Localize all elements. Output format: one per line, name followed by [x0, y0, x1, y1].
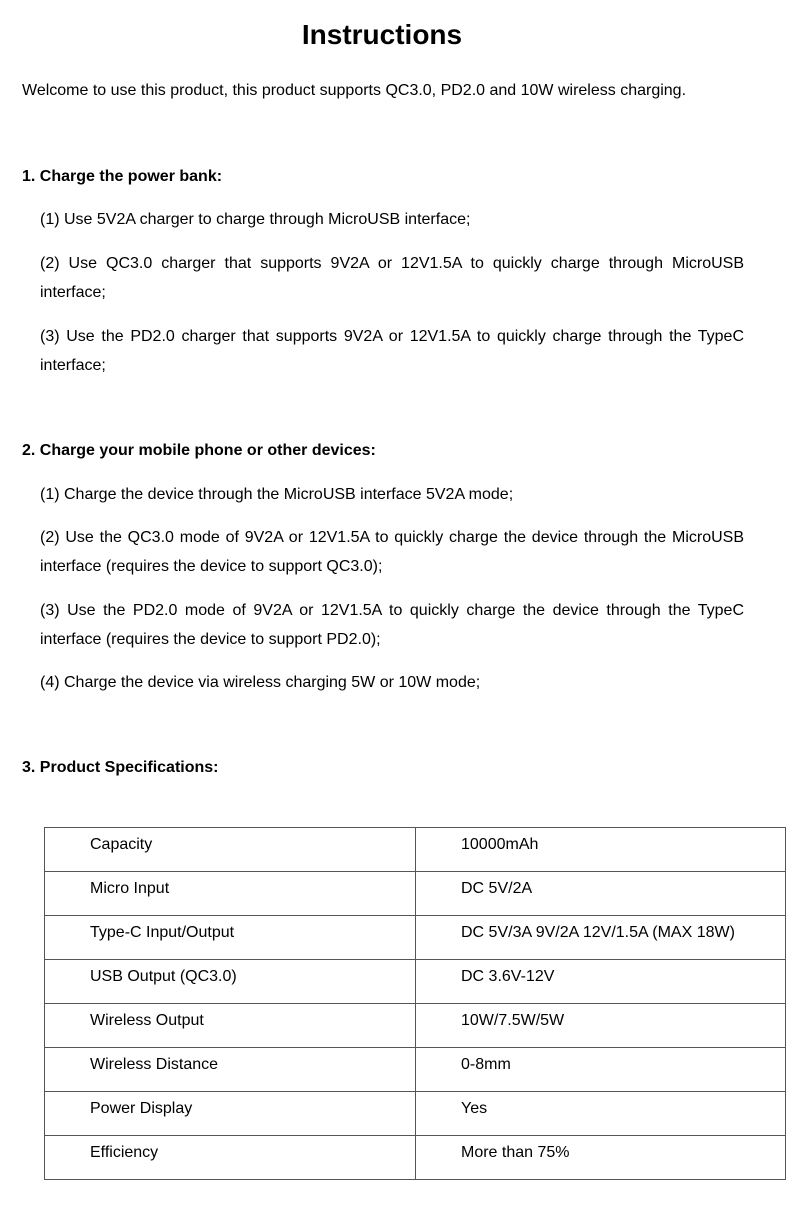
spec-label-cell — [45, 872, 416, 916]
spec-label: Type-C Input/Output — [90, 924, 235, 941]
instruction-item: (1) Use 5V2A charger to charge through MicroUSB interface; — [40, 211, 471, 228]
table-row — [45, 828, 786, 872]
spec-value: DC 3.6V-12V — [461, 968, 555, 985]
table-row — [45, 960, 786, 1004]
spec-label-cell — [45, 1136, 416, 1180]
instruction-item: (3) Use the PD2.0 charger that supports 9V2A or 12V1.5A to quickly charge through the TypeC interface; — [40, 328, 744, 374]
spec-value-cell — [416, 1004, 786, 1048]
section-heading-charge-devices: 2. Charge your mobile phone or other devices: — [22, 442, 376, 459]
spec-label-cell — [45, 1092, 416, 1136]
spec-label-cell — [45, 960, 416, 1004]
spec-label: Wireless Distance — [90, 1056, 219, 1073]
intro-text: Welcome to use this product, this product supports QC3.0, PD2.0 and 10W wireless charging. — [22, 82, 687, 99]
instruction-item: (1) Charge the device through the MicroUSB interface 5V2A mode; — [40, 486, 514, 503]
spec-value-cell — [416, 828, 786, 872]
spec-value: Yes — [461, 1100, 488, 1117]
spec-label: Power Display — [90, 1100, 193, 1117]
instruction-item: (4) Charge the device via wireless charging 5W or 10W mode; — [40, 674, 481, 691]
section-heading-specifications: 3. Product Specifications: — [22, 759, 219, 776]
spec-value: DC 5V/2A — [461, 880, 533, 897]
spec-value-cell — [416, 1048, 786, 1092]
spec-label: USB Output (QC3.0) — [90, 968, 237, 985]
instruction-item: (2) Use the QC3.0 mode of 9V2A or 12V1.5A to quickly charge the device through the MicroUSB interface (requires the device to support QC3.0); — [40, 529, 744, 575]
spec-value: 10000mAh — [461, 836, 539, 853]
table-row — [45, 1136, 786, 1180]
specifications-table — [44, 827, 786, 1180]
spec-label-cell — [45, 828, 416, 872]
instruction-item: (2) Use QC3.0 charger that supports 9V2A or 12V1.5A to quickly charge through MicroUSB interface; — [40, 255, 744, 301]
spec-label: Capacity — [90, 836, 153, 853]
spec-value-cell — [416, 872, 786, 916]
table-row — [45, 1004, 786, 1048]
spec-value-cell — [416, 960, 786, 1004]
spec-value: More than 75% — [461, 1144, 570, 1161]
page-title: Instructions — [301, 19, 463, 50]
spec-label-cell — [45, 1004, 416, 1048]
spec-value-cell — [416, 1136, 786, 1180]
spec-value: DC 5V/3A 9V/2A 12V/1.5A (MAX 18W) — [461, 924, 735, 941]
section-heading-charge-power-bank: 1. Charge the power bank: — [22, 168, 223, 185]
spec-label: Efficiency — [90, 1144, 159, 1161]
spec-label: Micro Input — [90, 880, 170, 897]
table-row — [45, 916, 786, 960]
spec-label: Wireless Output — [90, 1012, 204, 1029]
spec-label-cell — [45, 1048, 416, 1092]
spec-value-cell — [416, 1092, 786, 1136]
instruction-item: (3) Use the PD2.0 mode of 9V2A or 12V1.5A to quickly charge the device through the TypeC interface (requires the device to support PD2.0); — [40, 602, 744, 648]
table-row — [45, 872, 786, 916]
spec-value: 0-8mm — [461, 1056, 511, 1073]
spec-label-cell — [45, 916, 416, 960]
table-row — [45, 1092, 786, 1136]
spec-value-cell — [416, 916, 786, 960]
spec-value: 10W/7.5W/5W — [461, 1012, 565, 1029]
table-row — [45, 1048, 786, 1092]
